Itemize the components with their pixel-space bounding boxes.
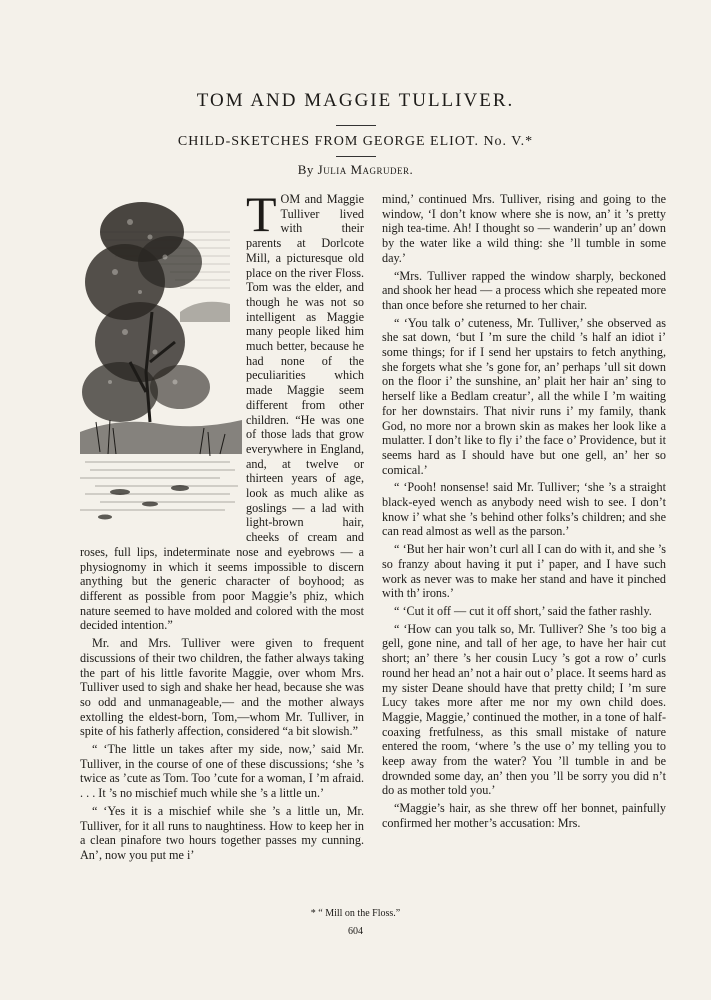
paragraph: “ ‘Cut it off — cut it off short,’ said the father rashly. <box>394 603 652 618</box>
paragraph: “Maggie’s hair, as she threw off her bonnet, painfully confirmed her mother’s accusation: Mrs. <box>382 801 666 830</box>
subtitle-rule <box>336 156 376 157</box>
paragraph: “ ‘Yes it is a mischief while she ’s a little un, Mr. Tulliver, for it all runs to naughtiness. How to keep her in a clean pinafore two hours together passes my cunning. An’, now you put me i’ <box>80 803 364 862</box>
paragraph: “ ‘Pooh! nonsense! said Mr. Tulliver; ‘she ’s a straight black-eyed wench as anybody need wish to see. I don’t know i’ what she ’s behind other folks’s children; and she can read almost as well as the parson.’ <box>382 480 666 539</box>
paragraph: Mr. and Mrs. Tulliver were given to frequent discussions of their two children, the father always taking the part of his little favorite Maggie, over whom Mrs. Tulliver used to sigh and shake her head, because she was so odd and unmanageable,— and the mother always extolling the eldest-born, Tom,—whom Mr. Tulliver, in spite of his fatherly affection, considered “a bit slowish.” <box>80 636 364 739</box>
paragraph: “Mrs. Tulliver rapped the window sharply, beckoned and shook her head — a process which she repeated more than once before she returned to her chair. <box>382 268 666 312</box>
title-rule <box>336 125 376 126</box>
left-column <box>80 186 364 866</box>
paragraph: mind,’ continued Mrs. Tulliver, rising and going to the window, ‘I don’t know where she is now, an’ it ’s pretty nigh tea-time. Ah! I thought so — wanderin’ up an’ down by the water like a wild thing: she ’ll tumble in some day.’ <box>382 192 666 265</box>
article-title: TOM AND MAGGIE TULLIVER. <box>196 90 515 111</box>
byline <box>0 162 711 178</box>
paragraph: “ ‘You talk o’ cuteness, Mr. Tulliver,’ she observed as she sat down, ‘but I ’m sure the child ’s half an idiot i’ some things; for if I send her upstairs to fetch anything, she forgets what she ’s gone for, an’ perhaps ’ull sit down on the floor i’ the sunshine, an’ plait her hair an’ sing to herself like a Bedlam creatur’, all the while I ’m waiting for her downstairs. That nivir runs i’ my family, thank God, no more nor a brown skin as makes her look like a mulatter. I don’t like to fly i’ the face o’ Providence, but it seems hard as I should have but one gell, an’ her so comical.’ <box>382 315 666 477</box>
right-column <box>382 192 666 834</box>
paragraph: “ ‘The little un takes after my side, now,’ said Mr. Tulliver, in the course of one of these discussions; ‘she ’s twice as ’cute as Tom. Too ’cute for a woman, I ’m afraid. . . . It ’s no mischief much while she ’s a little un.’ <box>80 742 364 801</box>
footnote: * “ Mill on the Floss.” <box>310 908 401 919</box>
byline-prefix: By <box>297 162 314 177</box>
page-number: 604 <box>348 926 363 937</box>
byline-author: Julia Magruder. <box>317 162 414 177</box>
paragraph: “ ‘How can you talk so, Mr. Tulliver? She ’s too big a gell, gone nine, and tall of her age, to have her hair cut short; an’ there ’s her cousin Lucy ’s got a row o’ curls round her head an’ not a hair out o’ place. It seems hard as my sister Deane should have that pretty child; I ’m sure Lucy takes more after me nor my own child does. Maggie, Maggie,’ continued the mother, in a tone of half-coaxing fretfulness, as this small mistake of nature entered the room, ‘where ’s the use o’ my telling you to keep away from the water? You ’ll tumble in and be drownded some day, an’ then you ’ll be sorry you did n’t do as mother told you.’ <box>382 621 666 798</box>
article-subtitle: CHILD-SKETCHES FROM GEORGE ELIOT. No. V.* <box>177 134 534 149</box>
paragraph: “ ‘But her hair won’t curl all I can do with it, and she ’s so franzy about having it put i’ paper, and I have such work as never was to make her stand and have it pinched with th’ irons.’ <box>382 542 666 601</box>
paragraph: OM and Maggie Tulliver lived with their parents at Dorlcote Mill, a picturesque old place on the river Floss. Tom was the elder, and though he was not so intelligent as Maggie many people liked him much better, because he had none of the peculiarities which made Maggie seem different from other children. “He was one of those lads that grow everywhere in England, and, at twelve or thirteen years of age, look as much alike as goslings — a lad with light-brown hair, cheeks of cream and roses, full lips, indeterminate nose and eyebrows — a physiognomy in which it seems impossible to discern anything but the generic character of boyhood; as different as possible from poor Maggie’s phiz, which nature seemed to have molded and colored with the most decided intention.” <box>80 192 364 633</box>
river-landscape-illustration <box>80 192 242 537</box>
drop-cap: T <box>246 186 277 242</box>
